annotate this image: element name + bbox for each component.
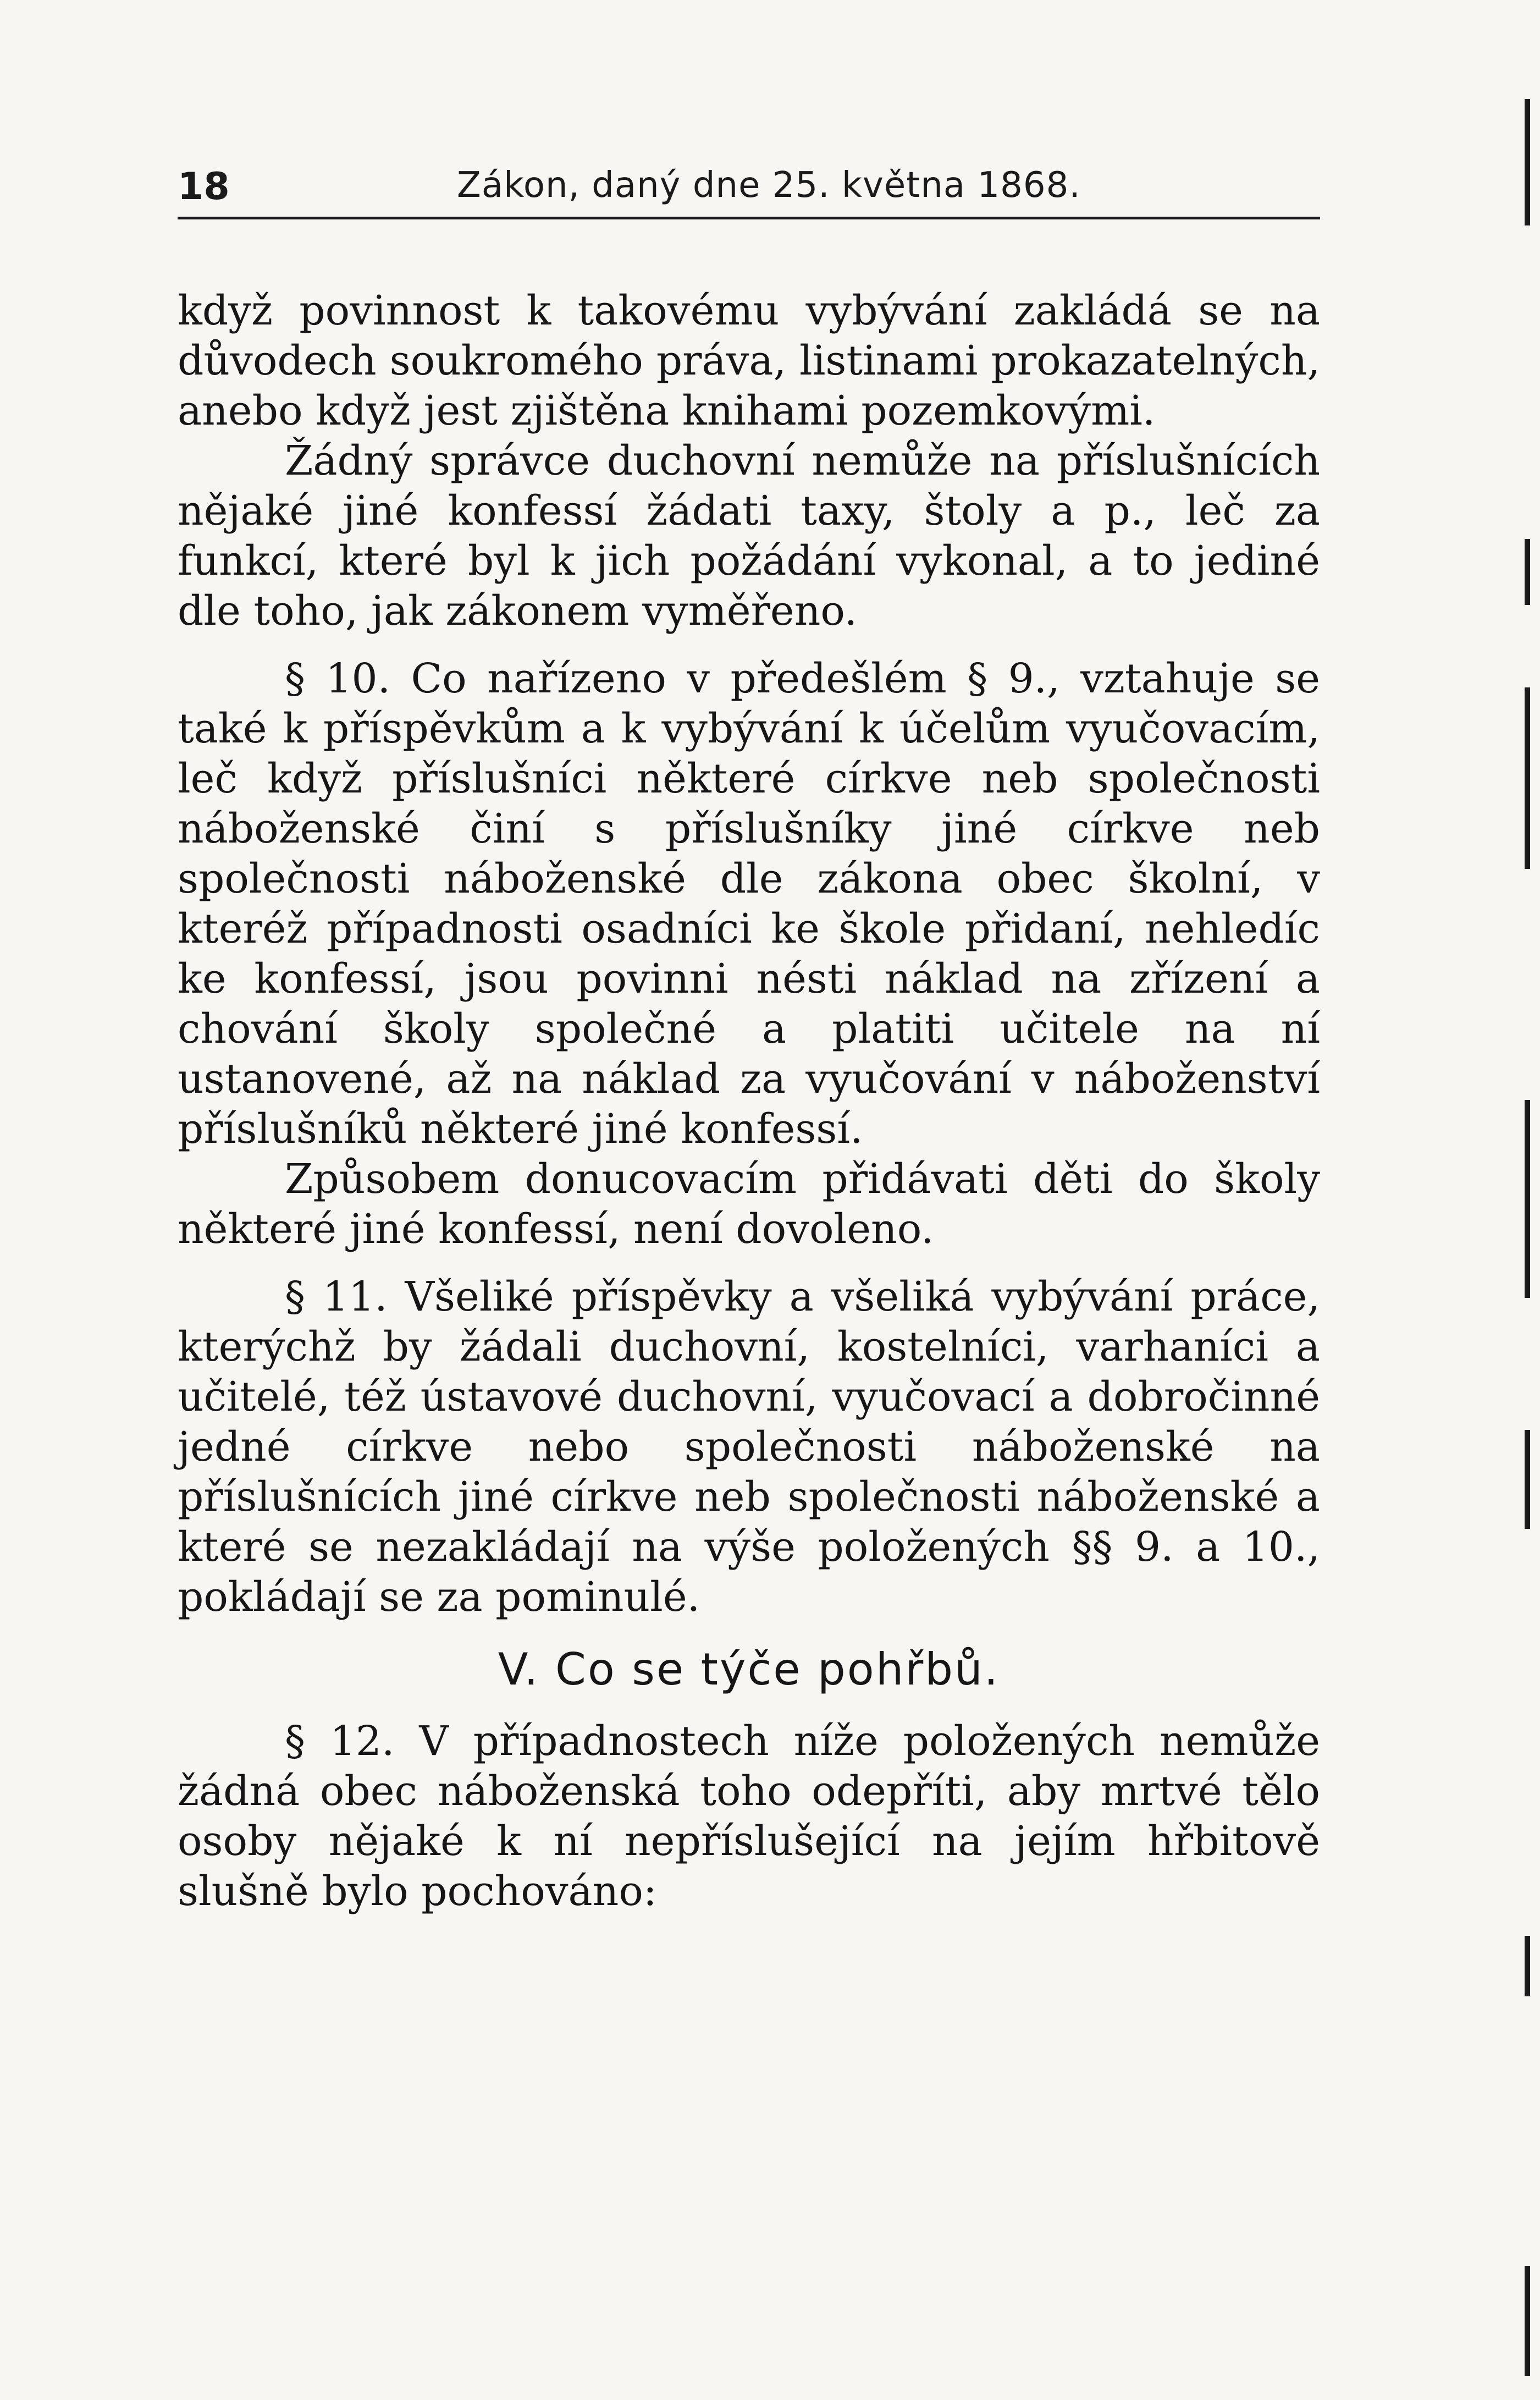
header-rule — [178, 217, 1320, 219]
paragraph-section-12: § 12. V případnostech níže položených nemůže žádná obec náboženská toho odepříti, aby mrtvé tělo osoby nějaké k ní nepříslušející na jejím hřbitově slušně bylo pochováno: — [178, 1718, 1320, 1915]
edge-mark — [1525, 1100, 1530, 1298]
body-text — [178, 286, 1320, 1917]
chapter-heading: V. Co se týče pohřbů. — [498, 1644, 1000, 1695]
edge-mark — [1525, 1430, 1530, 1529]
edge-mark — [1525, 99, 1530, 225]
paragraph-continuation: když povinnost k takovému vybývání zakládá se na důvodech soukromého práva, listinami prokazatelných, anebo když jest zjištěna knihami pozemkovými. — [178, 287, 1320, 434]
edge-mark — [1525, 1936, 1530, 1996]
running-head — [178, 159, 1320, 220]
paragraph-donucovacim: Způsobem donucovacím přidávati děti do školy některé jiné konfessí, není dovoleno. — [178, 1155, 1320, 1253]
edge-mark — [1525, 687, 1530, 869]
edge-mark — [1525, 539, 1530, 605]
running-head-title: Zákon, daný dne 25. května 1868. — [457, 165, 1081, 206]
page-number: 18 — [178, 165, 230, 208]
paragraph-section-11: § 11. Všeliké příspěvky a všeliká vybývání práce, kterýchž by žádali duchovní, kostelníci, varhaníci a učitelé, též ústavové duchovní, vyučovací a dobročinné jedné církve nebo společnosti náboženské na příslušnících jiné církve neb společnosti náboženské a které se nezakládají na výše položených §§ 9. a 10., pokládají se za pominulé. — [178, 1273, 1320, 1621]
paragraph-spravce: Žádný správce duchovní nemůže na příslušnících nějaké jiné konfessí žádati taxy, štoly a p., leč za funkcí, které byl k jich požádání vykonal, a to jediné dle toho, jak zákonem vyměřeno. — [178, 437, 1320, 635]
edge-mark — [1525, 2266, 1530, 2376]
paragraph-section-10: § 10. Co nařízeno v předešlém § 9., vztahuje se také k příspěvkům a k vybývání k účelům vyučovacím, leč když příslušníci některé církve neb společnosti náboženské činí s příslušníky jiné církve neb společnosti náboženské dle zákona obec školní, v kteréž případnosti osadníci ke škole přidaní, nehledíc ke konfessí, jsou povinni nésti náklad na zřízení a chování školy společné a platiti učitele na ní ustanovené, až na náklad za vyučování v náboženství příslušníků některé jiné konfessí. — [178, 655, 1320, 1153]
page-edge-marks — [1507, 0, 1540, 2400]
